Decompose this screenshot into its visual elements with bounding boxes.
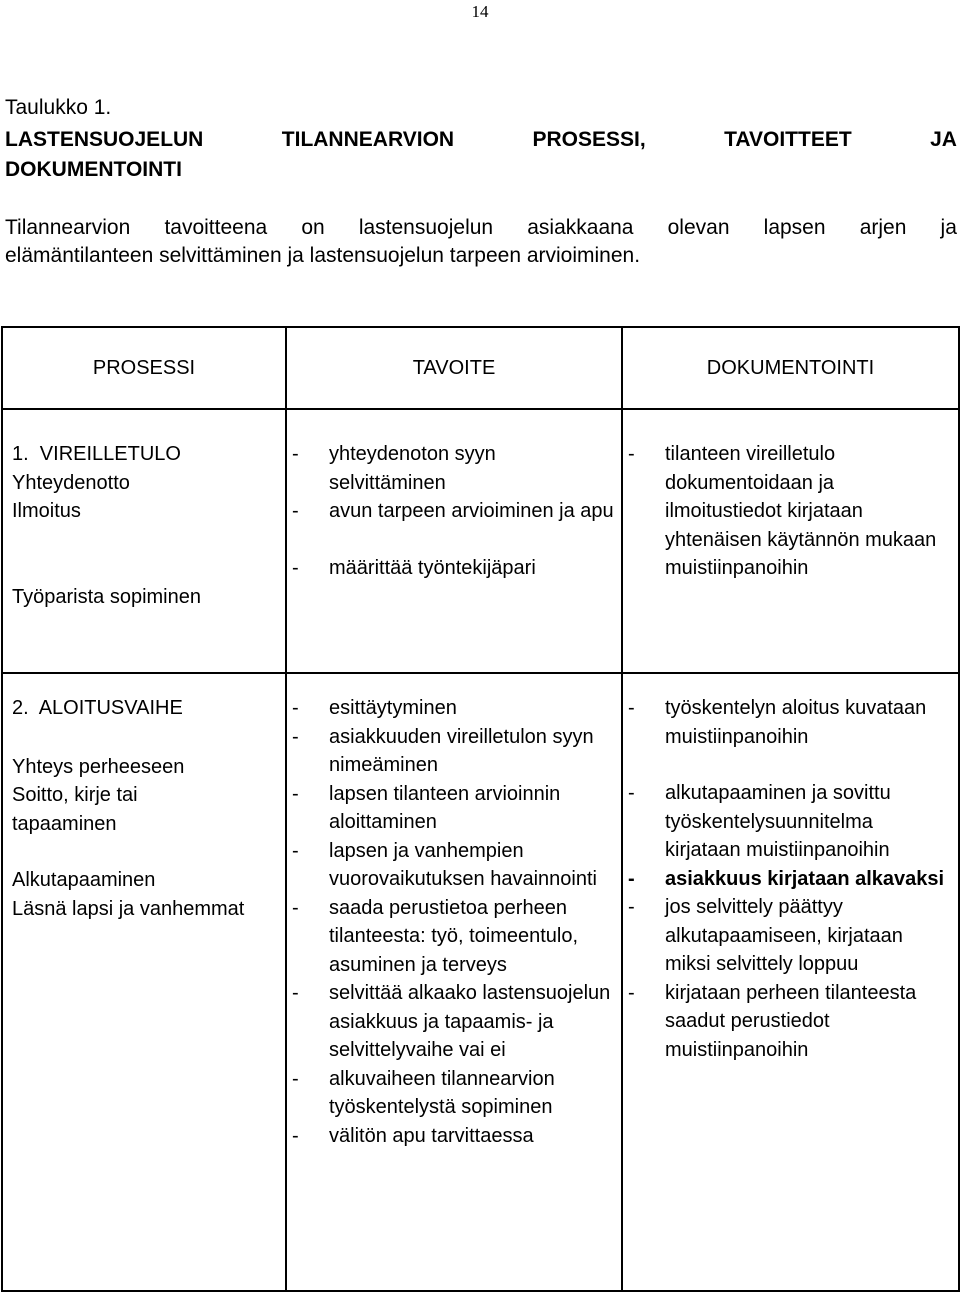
process-cell — [2, 673, 286, 1291]
intro-word: olevan — [667, 216, 730, 239]
title-word: PROSESSI, — [532, 128, 646, 151]
title-word: TILANNEARVION — [281, 128, 455, 151]
goal-item: - lapsen ja vanhempien vuorovaikutuksen havainnointi — [292, 837, 617, 894]
intro-word: ja — [940, 216, 957, 239]
documentation-item: - tilanteen vireilletulo dokumentoidaan ja ilmoitustiedot kirjataan yhtenäisen käytännön mukaan muistiinpanoihin — [628, 440, 954, 583]
goal-item: - lapsen tilanteen arvioinnin aloittaminen — [292, 780, 617, 837]
documentation-list — [623, 440, 958, 583]
goal-list — [287, 694, 621, 1150]
documentation-item: - jos selvittely päättyy alkutapaamiseen, kirjataan miksi selvittely loppuu — [628, 893, 954, 979]
goal-item: - alkuvaiheen tilannearvion työskentelystä sopiminen — [292, 1065, 617, 1122]
table-row — [2, 673, 959, 1291]
process-subheading: Alkutapaaminen — [12, 869, 156, 891]
goal-item: - välitön apu tarvittaessa — [292, 1122, 617, 1151]
intro-word: lapsen — [763, 216, 826, 239]
goal-cell — [286, 409, 622, 673]
goal-list — [287, 440, 621, 526]
process-cell — [2, 409, 286, 673]
title-line-1 — [5, 125, 957, 155]
title-word: JA — [930, 128, 957, 151]
goal-item: - yhteydenoton syyn selvittäminen — [292, 440, 617, 497]
intro-word: arjen — [859, 216, 907, 239]
goal-item: - asiakkuuden vireilletulon syyn nimeäminen — [292, 723, 617, 780]
intro-word: Tilannearvion — [5, 216, 131, 239]
documentation-item: - kirjataan perheen tilanteesta saadut perustiedot muistiinpanoihin — [628, 979, 954, 1065]
documentation-list — [623, 694, 958, 751]
intro-word: lastensuojelun — [358, 216, 494, 239]
table-caption: Taulukko 1. — [5, 96, 112, 119]
documentation-item: - alkutapaaminen ja sovittu työskentelysuunnitelma kirjataan muistiinpanoihin — [628, 779, 954, 865]
title-word: TAVOITTEET — [724, 128, 852, 151]
title-word: LASTENSUOJELUN — [5, 128, 204, 151]
table-row — [2, 409, 959, 673]
intro-line-2: elämäntilanteen selvittäminen ja lastensuojelun tarpeen arvioiminen. — [5, 244, 641, 267]
header-goal: TAVOITE — [286, 327, 622, 409]
header-process: PROSESSI — [2, 327, 286, 409]
goal-item: - määrittää työntekijäpari — [292, 554, 617, 583]
title-line-2: DOKUMENTOINTI — [5, 158, 182, 181]
goal-cell — [286, 673, 622, 1291]
phase-heading: 2. ALOITUSVAIHE — [12, 697, 183, 719]
documentation-item-bold: - asiakkuus kirjataan alkavaksi — [628, 865, 954, 894]
goal-item: - avun tarpeen arvioiminen ja apu — [292, 497, 617, 526]
process-subheading: Yhteys perheeseen — [12, 755, 185, 778]
intro-word: tavoitteena — [164, 216, 268, 239]
intro-word: asiakkaana — [527, 216, 634, 239]
documentation-item: - työskentelyn aloitus kuvataan muistiinpanoihin — [628, 694, 954, 751]
phase-heading: 1. VIREILLETULO — [12, 443, 181, 465]
documentation-list — [623, 779, 958, 1064]
goal-item: - selvittää alkaako lastensuojelun asiakkuus ja tapaamis- ja selvittelyvaihe vai ei — [292, 979, 617, 1065]
page-number: 14 — [471, 2, 489, 21]
documentation-cell — [622, 409, 959, 673]
process-line: Ilmoitus — [12, 500, 81, 522]
intro-word: on — [301, 216, 325, 239]
process-line: Yhteydenotto — [12, 471, 130, 494]
header-documentation: DOKUMENTOINTI — [622, 327, 959, 409]
documentation-cell — [622, 673, 959, 1291]
process-text: Läsnä lapsi ja vanhemmat — [12, 897, 245, 920]
document-title — [5, 125, 957, 185]
process-subheading: Työparista sopiminen — [12, 585, 201, 608]
process-text: Soitto, kirje tai tapaaminen — [12, 784, 138, 835]
goal-item: - saada perustietoa perheen tilanteesta: työ, toimeentulo, asuminen ja terveys — [292, 894, 617, 980]
intro-paragraph — [5, 214, 957, 270]
table-header-row — [2, 327, 959, 409]
process-table — [1, 326, 960, 1292]
goal-item: - esittäytyminen — [292, 694, 617, 723]
goal-list — [287, 554, 621, 583]
intro-line-1 — [5, 214, 957, 242]
